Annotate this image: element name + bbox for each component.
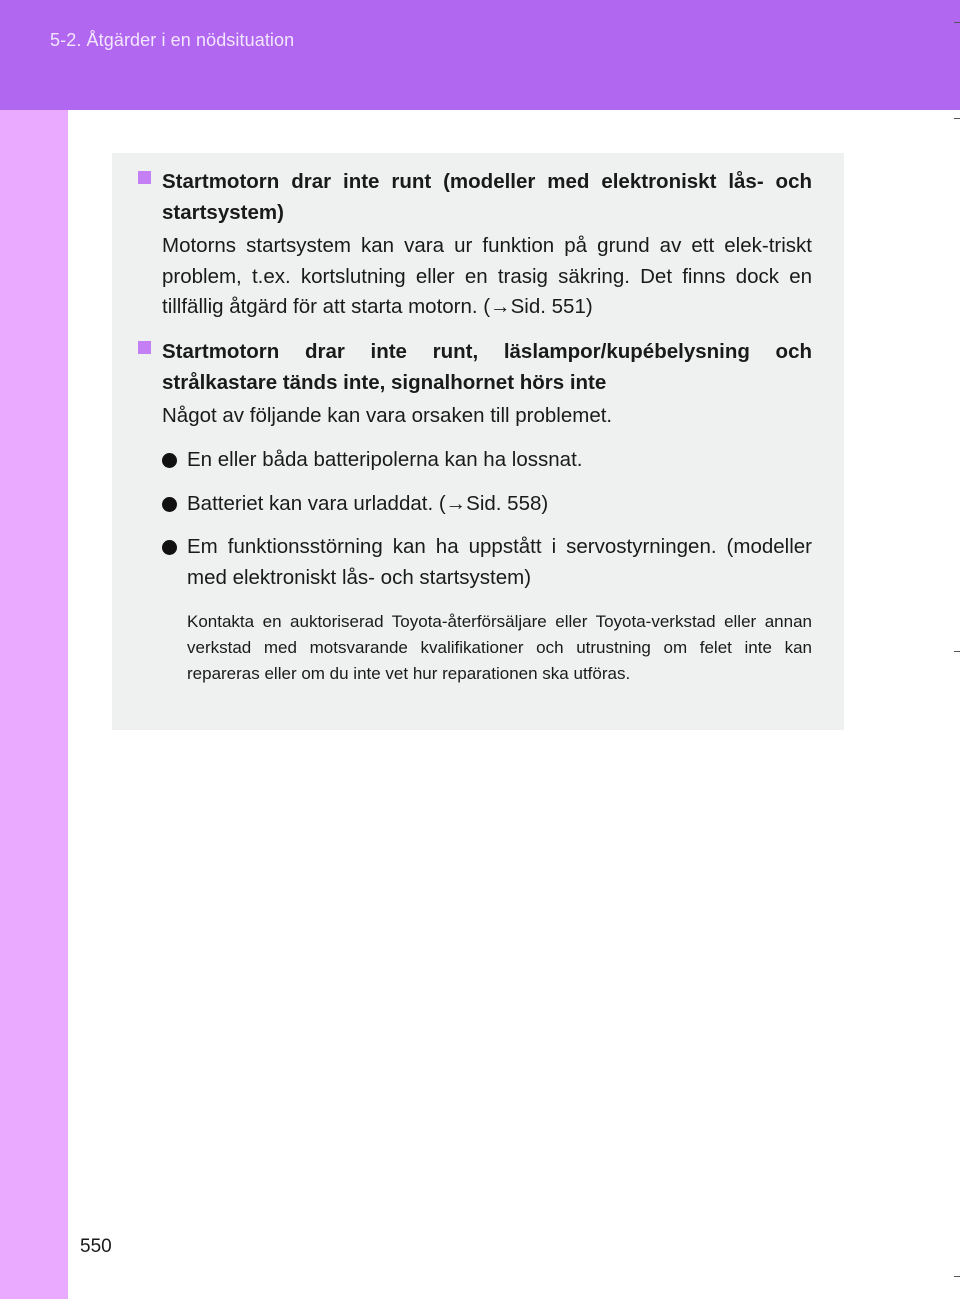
section-body: Något av följande kan vara orsaken till problemet.	[162, 404, 613, 427]
crop-mark	[954, 118, 960, 119]
section-heading: Startmotorn drar inte runt (modeller med elektroniskt lås- och startsystem)	[162, 170, 812, 224]
crop-mark	[954, 1276, 960, 1277]
page-number: 550	[80, 1236, 112, 1257]
service-note: Kontakta en auktoriserad Toyota-återförsäljare eller Toyota-verkstad eller annan verkstad med motsvarande kvalifikationer och utrustning om felet inte kan repareras eller om du inte vet hur reparationen ska utföras.	[187, 612, 812, 683]
chapter-title: 5-2. Åtgärder i en nödsituation	[50, 30, 295, 50]
list-item	[162, 445, 812, 476]
section-starter-not-cranking	[138, 166, 812, 323]
chapter-header	[0, 0, 960, 110]
side-thumb-tab	[0, 110, 68, 1299]
bullet-dot-icon	[162, 540, 177, 555]
info-box	[112, 153, 844, 730]
bullet-dot-icon	[162, 453, 177, 468]
section-heading: Startmotorn drar inte runt, läslampor/kupébelysning och strålkastare tänds inte, signalhornet hörs inte	[162, 340, 812, 394]
bullet-dot-icon	[162, 497, 177, 512]
crop-mark	[954, 22, 960, 23]
list-item-text: Em funktionsstörning kan ha uppstått i servostyrningen. (modeller med elektroniskt lås- och startsystem)	[187, 535, 812, 589]
cause-list	[162, 445, 812, 593]
list-item	[162, 532, 812, 593]
crop-mark	[954, 651, 960, 652]
list-item	[162, 489, 812, 520]
list-item-text: En eller båda batteripolerna kan ha lossnat.	[187, 448, 583, 471]
section-square-icon	[138, 341, 151, 354]
section-body: Motorns startsystem kan vara ur funktion på grund av ett elek-triskt problem, t.ex. kortslutning eller en trasig säkring. Det finns dock en tillfällig åtgärd för att starta motorn. (→Sid. 551)	[162, 234, 812, 318]
section-starter-lights-horn	[138, 336, 812, 432]
list-item-text: Batteriet kan vara urladdat. (→Sid. 558)	[187, 491, 549, 515]
section-square-icon	[138, 171, 151, 184]
